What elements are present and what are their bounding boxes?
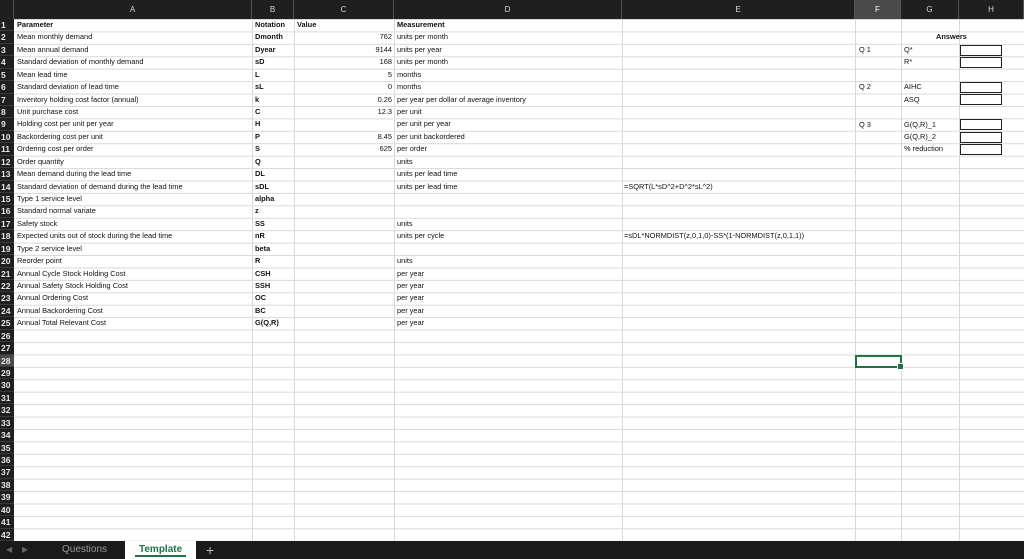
param-name[interactable]: Mean demand during the lead time (17, 169, 132, 179)
param-value[interactable] (296, 268, 392, 280)
row-header-24[interactable]: 24 (0, 305, 14, 317)
row-header-28[interactable]: 28 (0, 355, 14, 367)
row-header-23[interactable]: 23 (0, 292, 14, 304)
param-unit[interactable]: months (397, 82, 422, 92)
param-name[interactable]: Standard deviation of lead time (17, 82, 119, 92)
param-notation[interactable]: S (255, 144, 260, 154)
header-parameter[interactable]: Parameter (17, 20, 54, 29)
param-notation[interactable]: L (255, 69, 260, 79)
param-notation[interactable]: alpha (255, 194, 275, 204)
answer-box-aihc[interactable] (960, 82, 1002, 93)
param-name[interactable]: Order quantity (17, 156, 64, 166)
row-header-8[interactable]: 8 (0, 106, 14, 118)
param-value[interactable] (296, 205, 392, 217)
header-value[interactable]: Value (297, 20, 317, 29)
param-value[interactable]: 625 (379, 144, 392, 154)
column-header-f[interactable]: F (855, 0, 901, 19)
param-notation[interactable]: nR (255, 231, 265, 241)
row-header-29[interactable]: 29 (0, 367, 14, 379)
param-notation[interactable]: k (255, 94, 260, 104)
param-value[interactable]: 762 (379, 32, 392, 42)
param-value[interactable] (296, 218, 392, 230)
param-unit[interactable]: per order (397, 144, 427, 154)
param-name[interactable]: Annual Total Relevant Cost (17, 318, 107, 328)
row-header-33[interactable]: 33 (0, 417, 14, 429)
cell-grid[interactable] (14, 19, 1024, 541)
param-notation[interactable]: R (255, 256, 261, 266)
row-header-19[interactable]: 19 (0, 243, 14, 255)
row-header-40[interactable]: 40 (0, 504, 14, 516)
param-unit[interactable]: per year (397, 305, 425, 315)
param-name[interactable]: Standard normal variate (17, 206, 96, 216)
add-sheet-icon[interactable]: + (206, 542, 215, 558)
param-name[interactable]: Reorder point (17, 256, 62, 266)
param-value[interactable] (296, 255, 392, 267)
row-header-27[interactable]: 27 (0, 342, 14, 354)
row-header-7[interactable]: 7 (0, 94, 14, 106)
param-notation[interactable]: Q (255, 156, 261, 166)
select-all-corner[interactable] (0, 0, 14, 19)
question-1-q-star[interactable]: Q* (904, 44, 913, 54)
row-header-9[interactable]: 9 (0, 118, 14, 130)
param-notation[interactable]: sDL (255, 181, 269, 191)
gridline (294, 19, 295, 541)
answer-box-r-star[interactable] (960, 57, 1002, 68)
row-header-36[interactable]: 36 (0, 454, 14, 466)
param-notation[interactable]: G(Q,R) (255, 318, 279, 328)
question-3-g1[interactable]: G(Q,R)_1 (904, 119, 937, 129)
row-header-15[interactable]: 15 (0, 193, 14, 205)
param-unit[interactable]: units per month (397, 57, 448, 67)
param-name[interactable]: Holding cost per unit per year (17, 119, 114, 129)
row-header-2[interactable]: 2 (0, 31, 14, 43)
selected-cell[interactable] (855, 355, 902, 368)
param-name[interactable]: Annual Cycle Stock Holding Cost (17, 268, 126, 278)
formula-sdl[interactable]: =SQRT(L*sD^2+D^2*sL^2) (624, 181, 713, 191)
param-name[interactable]: Standard deviation of monthly demand (17, 57, 144, 67)
param-value[interactable] (296, 305, 392, 317)
tab-questions[interactable]: Questions (62, 544, 108, 555)
param-value[interactable] (296, 168, 392, 180)
param-value[interactable] (296, 230, 392, 242)
param-name[interactable]: Expected units out of stock during the lead time (17, 231, 173, 241)
row-header-3[interactable]: 3 (0, 44, 14, 56)
param-name[interactable]: Standard deviation of demand during the lead time (17, 181, 183, 191)
param-unit[interactable]: per unit backordered (397, 131, 465, 141)
param-name[interactable]: Unit purchase cost (17, 107, 79, 116)
answer-box-asq[interactable] (960, 94, 1002, 105)
param-value[interactable] (296, 243, 392, 255)
tab-template[interactable]: Template (125, 541, 196, 559)
param-unit[interactable]: per unit per year (397, 119, 451, 129)
param-notation[interactable]: BC (255, 305, 266, 315)
row-header-32[interactable]: 32 (0, 404, 14, 416)
row-header-34[interactable]: 34 (0, 429, 14, 441)
row-header-16[interactable]: 16 (0, 205, 14, 217)
param-notation[interactable]: beta (255, 243, 271, 253)
question-2-aihc[interactable]: AIHC (904, 82, 922, 92)
formula-nr[interactable]: =sDL*NORMDIST(z,0,1,0)-SS*(1-NORMDIST(z,0,1,1)) (624, 231, 805, 241)
gridline (901, 19, 902, 541)
param-notation[interactable]: H (255, 119, 261, 129)
header-measurement[interactable]: Measurement (397, 20, 445, 29)
param-unit[interactable]: months (397, 69, 422, 79)
column-header-c[interactable]: C (294, 0, 394, 19)
param-notation[interactable]: z (255, 206, 259, 216)
answer-box-reduction[interactable] (960, 144, 1002, 155)
param-unit[interactable]: units (397, 156, 413, 166)
row-header-30[interactable]: 30 (0, 379, 14, 391)
param-name[interactable]: Type 2 service level (17, 243, 82, 253)
row-header-14[interactable]: 14 (0, 181, 14, 193)
answer-box-g2[interactable] (960, 132, 1002, 143)
row-header-42[interactable]: 42 (0, 529, 14, 541)
param-value[interactable] (296, 156, 392, 168)
param-notation[interactable]: OC (255, 293, 267, 303)
param-notation[interactable]: P (255, 131, 260, 141)
row-header-37[interactable]: 37 (0, 466, 14, 478)
param-unit[interactable]: units per month (397, 32, 448, 42)
answer-box-g1[interactable] (960, 119, 1002, 130)
param-notation[interactable]: CSH (255, 268, 271, 278)
param-unit[interactable]: units (397, 218, 413, 228)
param-value[interactable] (296, 118, 392, 130)
param-name[interactable]: Ordering cost per order (17, 144, 94, 154)
param-unit[interactable]: units per year (397, 44, 442, 54)
row-header-5[interactable]: 5 (0, 69, 14, 81)
param-name[interactable]: Type 1 service level (17, 194, 82, 204)
param-value[interactable] (296, 193, 392, 205)
row-header-10[interactable]: 10 (0, 131, 14, 143)
header-answers[interactable]: Answers (936, 32, 967, 42)
param-name[interactable]: Safety stock (17, 218, 58, 228)
param-value[interactable] (296, 181, 392, 193)
sheet-tab-bar (0, 541, 1024, 559)
param-value[interactable]: 0.26 (377, 94, 392, 104)
column-header-h[interactable]: H (959, 0, 1024, 19)
param-notation[interactable]: SS (255, 218, 265, 228)
param-name[interactable]: Inventory holding cost factor (annual) (17, 94, 139, 104)
param-notation[interactable]: Dyear (255, 44, 276, 54)
question-2-asq[interactable]: ASQ (904, 94, 920, 104)
gridline (252, 19, 253, 541)
column-header-g[interactable]: G (901, 0, 959, 19)
param-notation[interactable]: DL (255, 169, 265, 179)
question-2-label[interactable]: Q 2 (859, 82, 871, 92)
param-unit[interactable]: per year (397, 318, 425, 328)
column-header-bar (0, 0, 1024, 19)
param-unit[interactable]: units per lead time (397, 181, 458, 191)
param-value[interactable]: 0 (387, 82, 392, 92)
answer-box-q-star[interactable] (960, 45, 1002, 56)
row-header-41[interactable]: 41 (0, 516, 14, 528)
row-header-25[interactable]: 25 (0, 317, 14, 329)
tab-scroll-left-icon[interactable]: ◀ (6, 545, 13, 554)
param-name[interactable]: Mean lead time (17, 69, 68, 79)
column-header-b[interactable]: B (252, 0, 294, 19)
gridline (394, 19, 395, 541)
param-value[interactable]: 8.45 (377, 131, 392, 141)
row-header-4[interactable]: 4 (0, 56, 14, 68)
column-header-e[interactable]: E (622, 0, 855, 19)
row-header-6[interactable]: 6 (0, 81, 14, 93)
param-name[interactable]: Mean annual demand (17, 44, 89, 54)
row-header-17[interactable]: 17 (0, 218, 14, 230)
param-notation[interactable]: sL (255, 82, 264, 92)
row-header-31[interactable]: 31 (0, 392, 14, 404)
row-header-35[interactable]: 35 (0, 442, 14, 454)
param-unit[interactable]: per year (397, 293, 425, 303)
question-1-r-star[interactable]: R* (904, 57, 913, 67)
param-unit[interactable]: per year per dollar of average inventory (397, 94, 526, 104)
param-unit[interactable]: per year (397, 281, 425, 291)
row-header-bar (0, 19, 14, 541)
column-header-a[interactable]: A (14, 0, 252, 19)
column-header-d[interactable]: D (394, 0, 622, 19)
param-name[interactable]: Annual Backordering Cost (17, 305, 103, 315)
question-3-reduction[interactable]: % reduction (904, 144, 944, 154)
param-value[interactable]: 168 (379, 57, 392, 67)
param-name[interactable]: Annual Ordering Cost (17, 293, 89, 303)
param-unit[interactable]: per year (397, 268, 425, 278)
param-unit[interactable]: per unit (397, 107, 422, 116)
param-notation[interactable]: SSH (255, 281, 271, 291)
param-name[interactable]: Mean monthly demand (17, 32, 93, 42)
param-unit[interactable]: units per cycle (397, 231, 445, 241)
param-notation[interactable]: sD (255, 57, 265, 67)
question-3-label[interactable]: Q 3 (859, 119, 871, 129)
tab-scroll-right-icon[interactable]: ▶ (22, 545, 29, 554)
row-header-1[interactable]: 1 (0, 19, 14, 31)
param-notation[interactable]: Dmonth (255, 32, 283, 42)
gridline (855, 19, 856, 541)
row-header-12[interactable]: 12 (0, 156, 14, 168)
param-name[interactable]: Backordering cost per unit (17, 131, 103, 141)
row-header-39[interactable]: 39 (0, 491, 14, 503)
param-value[interactable] (296, 317, 392, 329)
row-header-18[interactable]: 18 (0, 230, 14, 242)
param-value[interactable] (296, 280, 392, 292)
header-notation[interactable]: Notation (255, 20, 285, 29)
param-value[interactable]: 9144 (375, 44, 392, 54)
row-header-38[interactable]: 38 (0, 479, 14, 491)
question-3-g2[interactable]: G(Q,R)_2 (904, 131, 937, 141)
param-name[interactable]: Annual Safety Stock Holding Cost (17, 281, 128, 291)
param-unit[interactable]: units per lead time (397, 169, 458, 179)
row-header-11[interactable]: 11 (0, 143, 14, 155)
question-1-label[interactable]: Q 1 (859, 44, 871, 54)
row-header-26[interactable]: 26 (0, 330, 14, 342)
param-unit[interactable]: units (397, 256, 413, 266)
param-value[interactable]: 5 (387, 69, 392, 79)
row-header-22[interactable]: 22 (0, 280, 14, 292)
param-value[interactable]: 12.3 (377, 107, 392, 116)
gridline (622, 19, 623, 541)
param-value[interactable] (296, 292, 392, 304)
row-header-20[interactable]: 20 (0, 255, 14, 267)
row-header-21[interactable]: 21 (0, 268, 14, 280)
param-notation[interactable]: C (255, 107, 261, 116)
row-header-13[interactable]: 13 (0, 168, 14, 180)
